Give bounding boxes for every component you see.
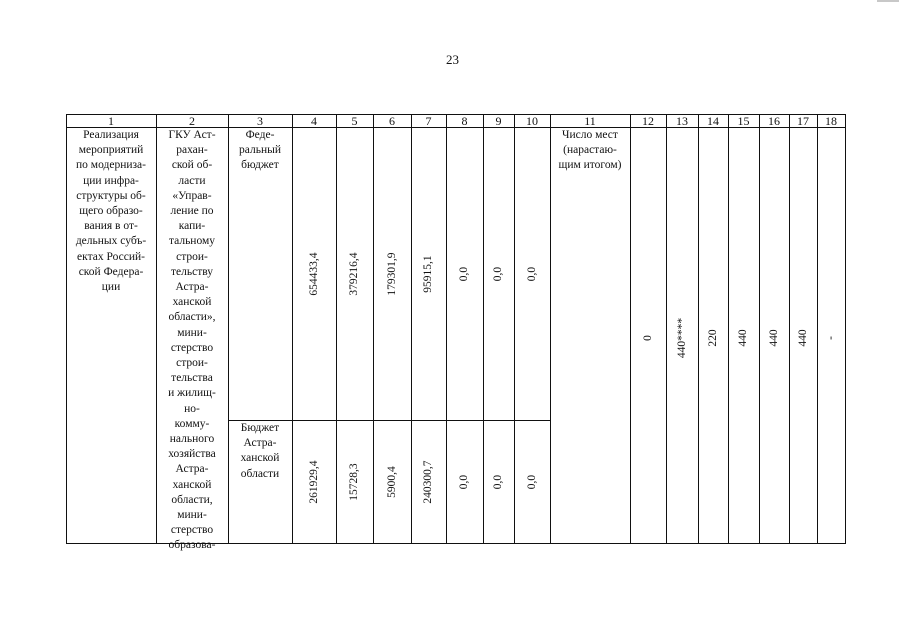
federal-value: 654433,4 (308, 252, 320, 296)
corner-mark (877, 0, 899, 2)
column-header: 3 (257, 114, 263, 128)
column-header: 10 (526, 114, 538, 128)
target-value: 220 (707, 329, 719, 347)
col-border (698, 114, 699, 544)
col-border (789, 114, 790, 544)
activity-line: мероприятий (78, 144, 144, 157)
executor-line: ление по (170, 205, 214, 218)
activity-line: ектах Россий- (77, 250, 145, 263)
column-header: 8 (461, 114, 468, 128)
regional-value: 0,0 (458, 474, 470, 490)
col-border (817, 114, 818, 544)
col-border (550, 114, 551, 544)
executor-line: нального (169, 433, 215, 446)
activity-line: ции инфра- (83, 174, 139, 187)
col-border (411, 114, 412, 544)
executor-line: но- (184, 402, 200, 415)
executor-line: строи- (176, 357, 208, 370)
column-header: 16 (768, 114, 780, 128)
column-header: 13 (676, 114, 688, 128)
activity-line: по модерниза- (76, 159, 146, 172)
executor-line: области», (168, 311, 216, 324)
target-value: 440 (768, 329, 780, 347)
executor-line: мини- (177, 509, 207, 522)
federal-value: 0,0 (458, 266, 470, 282)
target-value: 0 (642, 335, 654, 341)
column-header: 14 (707, 114, 719, 128)
target-value: 440 (797, 329, 809, 347)
executor-line: ласти (178, 174, 206, 187)
col-border (845, 114, 846, 544)
regional-value: 5900,4 (386, 466, 398, 498)
col-border (630, 114, 631, 544)
column-header: 4 (311, 114, 317, 128)
executor-line: области, (171, 493, 213, 506)
col-border (514, 114, 515, 544)
column-header: 1 (108, 114, 114, 128)
executor-line: тельства (171, 372, 213, 385)
indicator-line: (нарастаю- (563, 144, 617, 157)
executor-line: тельству (170, 265, 214, 278)
activity-line: вания в от- (84, 220, 138, 233)
activity-line: Реализация (83, 129, 139, 141)
target-value: - (825, 336, 837, 340)
regional-value: 240300,7 (422, 460, 434, 504)
column-header: 6 (389, 114, 395, 128)
col-border (759, 114, 760, 544)
activity-line: дельных субъ- (75, 235, 147, 248)
executor-line: рахан- (176, 144, 208, 157)
federal-value: 0,0 (492, 266, 504, 282)
activity-line: структуры об- (76, 189, 146, 202)
source-name-line: бюджет (241, 159, 279, 172)
federal-value: 379216,4 (348, 252, 360, 296)
col-border (666, 114, 667, 544)
source-name-line: ханской (240, 452, 280, 465)
activity-line: ской Федера- (78, 265, 144, 278)
executor-line: ГКУ Аст- (168, 129, 216, 141)
column-header: 7 (425, 114, 432, 128)
activity-line: щего образо- (79, 205, 143, 218)
column-header: 18 (825, 114, 837, 128)
column-header: 12 (642, 114, 654, 128)
source-name-federal (228, 128, 292, 174)
source-name-line: области (240, 467, 280, 480)
indicator-line: Число мест (562, 129, 618, 141)
executor-line: и жилищ- (168, 387, 216, 400)
executor-line: капи- (178, 220, 206, 233)
column-header: 15 (737, 114, 750, 128)
source-name-regional (228, 421, 292, 482)
federal-value: 179301,9 (386, 252, 398, 296)
target-value: 440**** (676, 317, 688, 359)
source-name-line: Астра- (243, 437, 277, 450)
executor-line: Астра- (175, 463, 209, 476)
executor-line: стерство (170, 341, 214, 354)
activity-line: ции (101, 281, 121, 294)
executor-line: стерство (170, 524, 214, 537)
col-border (483, 114, 484, 544)
executor-line: тальному (168, 235, 216, 248)
regional-value: 15728,3 (348, 463, 360, 501)
executor-line: комму- (174, 417, 210, 430)
source-name-line: Бюджет (240, 422, 280, 434)
column-header: 5 (351, 114, 358, 128)
executor-line: ханской (172, 296, 212, 309)
page-number: 23 (446, 52, 459, 67)
col-border (728, 114, 729, 544)
indicator-cell (550, 128, 630, 174)
column-header: 11 (584, 114, 596, 128)
target-value: 440 (737, 329, 749, 347)
executor-line: мини- (177, 326, 207, 339)
regional-value: 0,0 (492, 474, 504, 490)
col-border (336, 114, 337, 544)
regional-value: 0,0 (526, 474, 538, 490)
executor-line: ской об- (171, 159, 213, 172)
executor-line: строи- (176, 250, 208, 263)
federal-value: 95915,1 (422, 255, 434, 293)
col-border (446, 114, 447, 544)
source-name-line: ральный (239, 144, 281, 157)
col-border (373, 114, 374, 544)
executor-line: хозяйства (168, 448, 216, 461)
executor-line: «Управ- (172, 189, 212, 202)
regional-value: 261929,4 (308, 460, 320, 504)
executor-line: образова- (168, 539, 216, 552)
executor-cell (156, 128, 228, 554)
col-border (292, 114, 293, 544)
federal-value: 0,0 (526, 266, 538, 282)
source-name-line: Феде- (245, 129, 275, 141)
column-header: 2 (189, 114, 195, 128)
column-header: 17 (797, 114, 809, 128)
column-header: 9 (495, 114, 502, 128)
activity-cell (66, 128, 156, 295)
executor-line: ханской (172, 478, 212, 491)
indicator-line: щим итогом) (558, 159, 622, 172)
executor-line: Астра- (175, 281, 209, 294)
budget-table (66, 114, 846, 552)
